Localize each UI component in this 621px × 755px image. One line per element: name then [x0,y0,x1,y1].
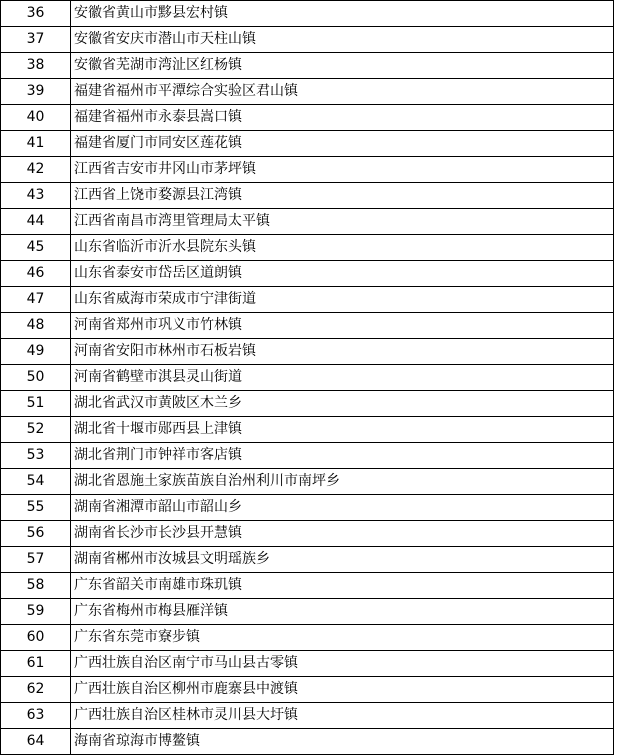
table-row [1,1,614,27]
town-name: 湖北省武汉市黄陂区木兰乡 [71,391,614,417]
row-number: 38 [1,53,71,79]
row-number: 41 [1,131,71,157]
row-number: 56 [1,521,71,547]
table-row [1,131,614,157]
town-name: 湖南省长沙市长沙县开慧镇 [71,521,614,547]
row-number: 48 [1,313,71,339]
row-number: 63 [1,703,71,729]
table-row [1,209,614,235]
row-number: 64 [1,729,71,755]
town-name: 河南省郑州市巩义市竹林镇 [71,313,614,339]
row-number: 44 [1,209,71,235]
table-row [1,729,614,755]
table-row [1,599,614,625]
table-row [1,703,614,729]
town-name: 湖北省恩施土家族苗族自治州利川市南坪乡 [71,469,614,495]
row-number: 45 [1,235,71,261]
town-name: 福建省福州市平潭综合实验区君山镇 [71,79,614,105]
row-number: 55 [1,495,71,521]
table-row [1,79,614,105]
town-name: 江西省吉安市井冈山市茅坪镇 [71,157,614,183]
table-row [1,651,614,677]
town-name: 江西省南昌市湾里管理局太平镇 [71,209,614,235]
table-row [1,313,614,339]
table-row [1,573,614,599]
town-name: 福建省福州市永泰县嵩口镇 [71,105,614,131]
row-number: 39 [1,79,71,105]
town-name: 安徽省芜湖市湾沚区红杨镇 [71,53,614,79]
town-name: 广东省梅州市梅县雁洋镇 [71,599,614,625]
table-row [1,339,614,365]
row-number: 42 [1,157,71,183]
town-name: 广西壮族自治区桂林市灵川县大圩镇 [71,703,614,729]
row-number: 54 [1,469,71,495]
row-number: 36 [1,1,71,27]
town-name: 河南省鹤壁市淇县灵山街道 [71,365,614,391]
table-row [1,547,614,573]
row-number: 52 [1,417,71,443]
row-number: 43 [1,183,71,209]
table-row [1,625,614,651]
table-row [1,443,614,469]
row-number: 59 [1,599,71,625]
row-number: 47 [1,287,71,313]
town-name: 山东省威海市荣成市宁津街道 [71,287,614,313]
town-name: 山东省临沂市沂水县院东头镇 [71,235,614,261]
row-number: 37 [1,27,71,53]
row-number: 58 [1,573,71,599]
town-name: 湖北省十堰市郧西县上津镇 [71,417,614,443]
town-name: 广西壮族自治区南宁市马山县古零镇 [71,651,614,677]
row-number: 62 [1,677,71,703]
town-name: 福建省厦门市同安区莲花镇 [71,131,614,157]
town-name: 广东省韶关市南雄市珠玑镇 [71,573,614,599]
town-name: 海南省琼海市博鳌镇 [71,729,614,755]
table-row [1,469,614,495]
town-name: 广西壮族自治区柳州市鹿寨县中渡镇 [71,677,614,703]
table-row [1,365,614,391]
table-row [1,495,614,521]
table-row [1,105,614,131]
town-name: 安徽省安庆市潜山市天柱山镇 [71,27,614,53]
town-name: 山东省泰安市岱岳区道朗镇 [71,261,614,287]
town-name: 江西省上饶市婺源县江湾镇 [71,183,614,209]
table-row [1,261,614,287]
table-body [1,1,614,755]
table-row [1,157,614,183]
row-number: 40 [1,105,71,131]
row-number: 53 [1,443,71,469]
table-row [1,235,614,261]
table-row [1,27,614,53]
row-number: 51 [1,391,71,417]
town-name: 安徽省黄山市黟县宏村镇 [71,1,614,27]
town-name: 河南省安阳市林州市石板岩镇 [71,339,614,365]
row-number: 60 [1,625,71,651]
table-row [1,183,614,209]
table-row [1,391,614,417]
row-number: 49 [1,339,71,365]
table-row [1,521,614,547]
table-row [1,53,614,79]
town-name: 湖南省湘潭市韶山市韶山乡 [71,495,614,521]
town-name: 湖南省郴州市汝城县文明瑶族乡 [71,547,614,573]
row-number: 50 [1,365,71,391]
town-name: 湖北省荆门市钟祥市客店镇 [71,443,614,469]
row-number: 57 [1,547,71,573]
table-row [1,287,614,313]
row-number: 46 [1,261,71,287]
row-number: 61 [1,651,71,677]
town-name: 广东省东莞市寮步镇 [71,625,614,651]
table-row [1,417,614,443]
table-row [1,677,614,703]
